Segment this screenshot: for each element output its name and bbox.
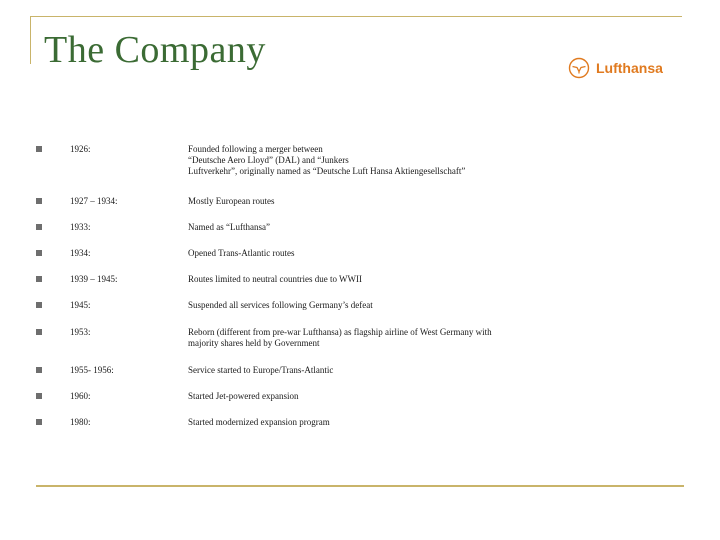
top-rule [30,16,682,17]
bullet-marker [36,224,42,230]
item-description: Founded following a merger between “Deutsche Aero Lloyd” (DAL) and “Junkers Luftverkehr”, originally named as “Deutsche Luft Hansa Aktiengesellschaft” [188,144,466,176]
bullet-marker [36,393,42,399]
item-year: 1927 – 1934: [70,196,118,206]
left-rule [30,16,31,64]
item-year: 1953: [70,327,91,337]
item-description: Mostly European routes [188,196,275,206]
item-description: Routes limited to neutral countries due to WWII [188,274,363,284]
logo-wordmark: Lufthansa [596,60,663,76]
item-description: Suspended all services following Germany’s defeat [188,300,373,310]
bullet-marker [36,250,42,256]
bullet-marker [36,276,42,282]
slide-title: The Company [44,29,266,71]
item-description: Reborn (different from pre-war Lufthansa) as flagship airline of West Germany with majority shares held by Government [188,327,492,348]
bottom-rule [36,485,684,487]
item-year: 1945: [70,300,91,310]
bullet-marker [36,367,42,373]
bullet-marker [36,419,42,425]
item-year: 1934: [70,248,91,258]
item-description: Service started to Europe/Trans-Atlantic [188,365,334,375]
item-year: 1960: [70,391,91,401]
item-year: 1980: [70,417,91,427]
lufthansa-logo [568,56,663,80]
item-year: 1933: [70,222,91,232]
item-year: 1926: [70,144,91,154]
item-description: Named as “Lufthansa” [188,222,270,232]
item-year: 1939 – 1945: [70,274,118,284]
item-description: Started modernized expansion program [188,417,330,427]
bullet-marker [36,198,42,204]
item-description: Started Jet-powered expansion [188,391,299,401]
item-description: Opened Trans-Atlantic routes [188,248,295,258]
crane-icon [568,57,590,79]
item-year: 1955- 1956: [70,365,114,375]
bullet-marker [36,302,42,308]
bullet-marker [36,146,42,152]
bullet-marker [36,329,42,335]
